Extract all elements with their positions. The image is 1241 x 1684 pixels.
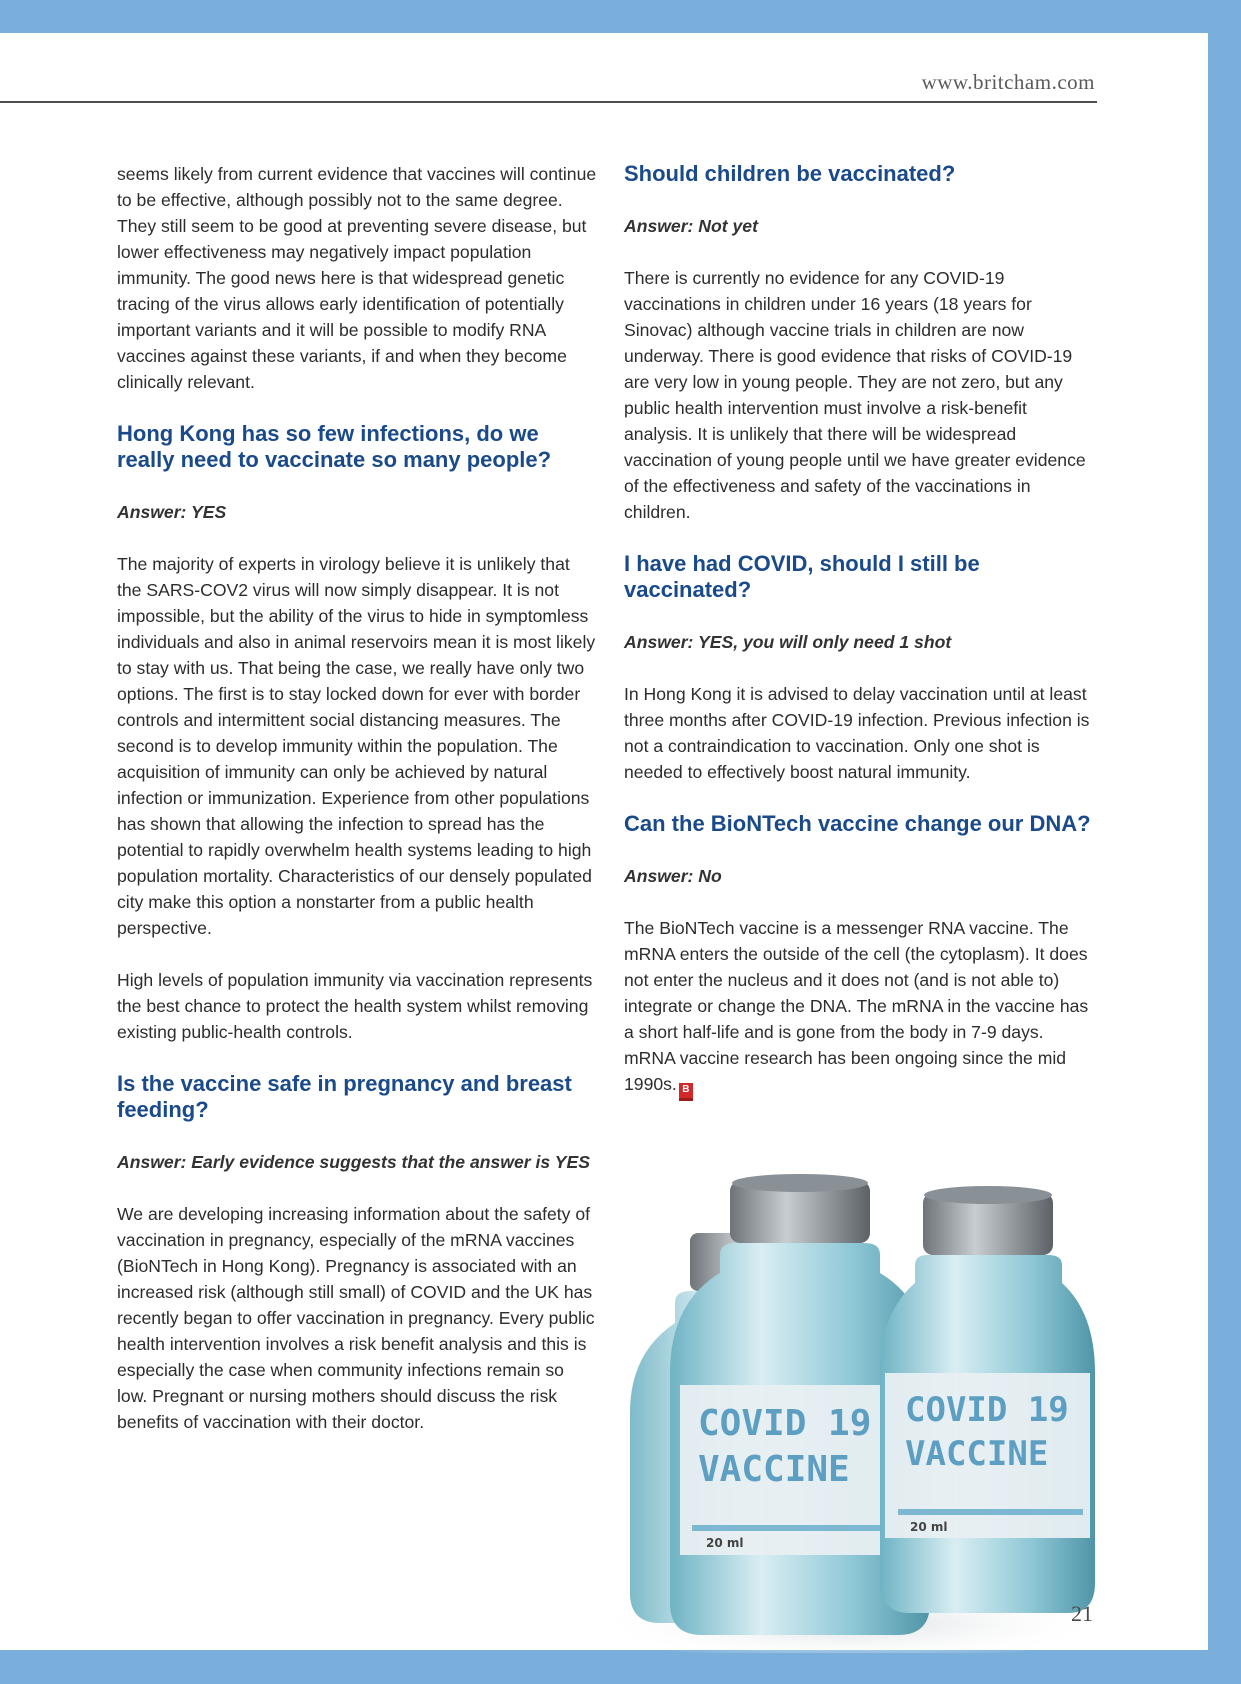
magazine-page [0, 33, 1208, 1650]
vial-left-volume: 20 ml [706, 1536, 744, 1550]
header-url: www.britcham.com [921, 70, 1095, 94]
paragraph-pregnancy: We are developing increasing information about the safety of vaccination in pregnancy, especially of the mRNA vaccines (BioNTech in Hong Kong). Pregnancy is associated with an increased risk (although still small) of COVID and the UK has recently began to offer vaccination in pregnancy. Every public health intervention involves a risk benefit analysis and this is especially the case when community infections remain so low. Pregnant or nursing mothers should discuss the risk benefits of vaccination with their doctor. [117, 1204, 595, 1432]
vaccine-vials-image [580, 1173, 1100, 1653]
paragraph-dna [624, 915, 1094, 1101]
heading-children: Should children be vaccinated? [624, 161, 956, 186]
vial-front-right [880, 1186, 1095, 1613]
heading-hk-infections: Hong Kong has so few infections, do we really need to vaccinate so many people? [117, 421, 552, 472]
page-number: 21 [1071, 1601, 1093, 1626]
paragraph-children: There is currently no evidence for any COVID-19 vaccinations in children under 16 years (18 years for Sinovac) although vaccine trials in children are now underway. There is good evidence that risks of COVID-19 are very low in young people. They are not zero, but any public health intervention must involve a risk-benefit analysis. It is unlikely that there will be widespread vaccination of young people until we have greater evidence of the effectiveness and safety of the vaccinations in children. [624, 268, 1086, 522]
vial-left-label-line1: COVID 19 [698, 1403, 872, 1444]
answer-hk-infections: Answer: YES [117, 502, 227, 522]
paragraph-hk-infections-1: The majority of experts in virology believe it is unlikely that the SARS-COV2 virus will now simply disappear. It is not impossible, but the ability of the virus to hide in symptomless individuals and also in animal reservoirs mean it is most likely to stay with us. That being the case, we really have only two options. The first is to stay locked down for ever with border controls and intermittent social distancing measures. The second is to develop immunity within the population. The acquisition of immunity can only be achieved by natural infection or immunization. Experience from other populations has shown that allowing the infection to spread has the potential to rapidly overwhelm health systems leading to high population mortality. Characteristics of our densely populated city make this option a nonstarter from a public health perspective. [117, 554, 596, 938]
right-column [624, 161, 1094, 1127]
paragraph-dna-text: The BioNTech vaccine is a messenger RNA vaccine. The mRNA enters the outside of the cell (the cytoplasm). It does not enter the nucleus and it does not (and is not able to) integrate or change the DNA. The mRNA in the vaccine has a short half-life and is gone from the body in 7-9 days. mRNA vaccine research has been ongoing since the mid 1990s. [624, 918, 1089, 1094]
header-rule [0, 101, 1097, 103]
paragraph-hk-infections-2: High levels of population immunity via vaccination represents the best chance to protect the health system whilst removing existing public-health controls. [117, 970, 593, 1042]
heading-pregnancy: Is the vaccine safe in pregnancy and breast feeding? [117, 1071, 572, 1122]
vial-right-volume: 20 ml [910, 1520, 948, 1534]
paragraph-had-covid: In Hong Kong it is advised to delay vaccination until at least three months after COVID-19 infection. Previous infection is not a contraindication to vaccination. Only one shot is needed to effectively boost natural immunity. [624, 684, 1090, 782]
answer-pregnancy: Answer: Early evidence suggests that the answer is YES [117, 1152, 590, 1172]
vial-right-label-line2: VACCINE [905, 1434, 1049, 1474]
vial-right-label-line1: COVID 19 [905, 1390, 1069, 1430]
intro-paragraph: seems likely from current evidence that vaccines will continue to be effective, although possibly not to the same degree. They still seem to be good at preventing severe disease, but lower effectiveness may negatively impact population immunity. The good news here is that widespread genetic tracing of the virus allows early identification of potentially important variants and it will be possible to modify RNA vaccines against these variants, if and when they become clinically relevant. [117, 164, 597, 392]
heading-had-covid: I have had COVID, should I still be vaccinated? [624, 551, 980, 602]
answer-had-covid: Answer: YES, you will only need 1 shot [624, 632, 952, 652]
vial-left-label-line2: VACCINE [698, 1449, 850, 1490]
heading-dna: Can the BioNTech vaccine change our DNA? [624, 811, 1091, 836]
answer-dna: Answer: No [624, 866, 722, 886]
britcham-end-mark-icon: B [679, 1083, 693, 1101]
answer-children: Answer: Not yet [624, 216, 758, 236]
left-column [117, 161, 597, 1461]
